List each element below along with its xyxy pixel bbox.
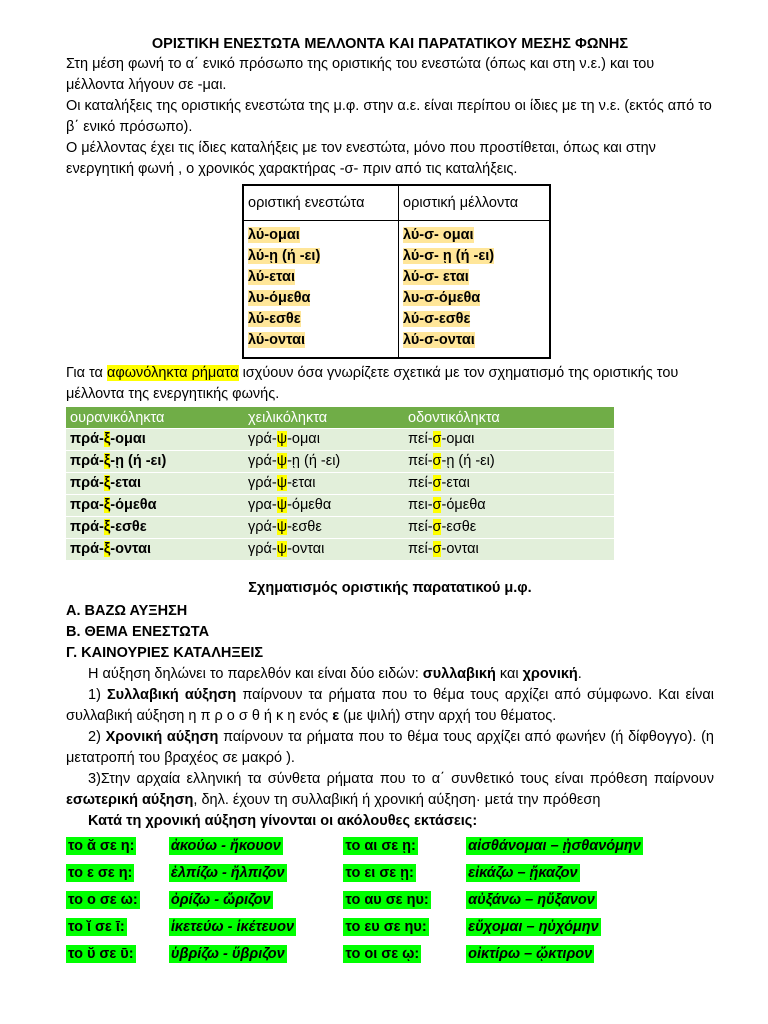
tense-marker: ψ: [276, 431, 288, 447]
present-column: [243, 221, 399, 359]
verb-part: πεί-: [408, 475, 433, 491]
verb-part: -ομαι: [441, 431, 475, 447]
step-a: Α. ΒΑΖΩ ΑΥΞΗΣΗ: [66, 603, 188, 619]
example-text: εὔχομαι – ηὐχόμην: [468, 918, 599, 935]
aphonolikta-paragraph: [66, 363, 714, 405]
tense-marker: σ: [432, 541, 442, 557]
verb-part: -ῃ (ή -ει): [110, 453, 167, 469]
future-form: λύ-σ-εσθε: [403, 311, 471, 327]
imperfect-title: Σχηματισμός οριστικής παρατατικού μ.φ.: [248, 580, 532, 596]
rule-text: το ῐ σε ῑ:: [68, 918, 125, 935]
verb-part: γρά-: [248, 431, 277, 447]
augment-intro-text: Η αύξηση δηλώνει το παρελθόν και είναι δύο ειδών:: [88, 666, 423, 682]
p1-bold: Συλλαβική αύξηση: [106, 687, 237, 703]
verb-part: -όμεθα: [287, 497, 332, 513]
future-form: λύ-σ-ονται: [403, 332, 475, 348]
verb-form-cell: [404, 539, 614, 561]
extension-example: [466, 940, 714, 967]
p1-number: 1): [88, 687, 107, 703]
verb-part: -ομαι: [110, 431, 146, 447]
tense-marker: σ: [432, 453, 442, 469]
verb-part: -εσθε: [110, 519, 147, 535]
verb-part: πεί-: [408, 431, 433, 447]
present-form: λύ-ονται: [248, 332, 306, 348]
page-title: ΟΡΙΣΤΙΚΗ ΕΝΕΣΤΩΤΑ ΜΕΛΛΟΝΤΑ ΚΑΙ ΠΑΡΑΤΑΤΙΚΟΥ ΜΕΣΗΣ ΦΩΝΗΣ: [151, 36, 629, 52]
extension-example: [169, 859, 344, 886]
extension-row: [66, 832, 714, 859]
verb-part: πρα-: [70, 497, 104, 513]
extension-example: [466, 859, 714, 886]
aphonolikta-before: Για τα: [66, 365, 107, 381]
tense-marker: σ: [432, 431, 442, 447]
verb-part: πεί-: [408, 519, 433, 535]
extension-rule: [343, 886, 466, 913]
step-c: Γ. ΚΑΙΝΟΥΡΙΕΣ ΚΑΤΑΛΗΞΕΙΣ: [66, 645, 264, 661]
verb-part: -ομαι: [287, 431, 320, 447]
verb-form-cell: [404, 517, 614, 539]
verb-part: πρά-: [70, 519, 104, 535]
extension-example: [466, 832, 714, 859]
verb-part: πεί-: [408, 453, 433, 469]
p1-text: παίρνουν τα ρήματα που το θέμα τους αρχίζει από σύμφωνο. Και είναι συλλαβική αύξηση η π ρ ο σ θ ή κ η ενός: [66, 687, 714, 724]
example-text: ἐλπίζω - ἤλπιζον: [170, 864, 285, 881]
example-text: ἱκετεύω - ἱκέτευον: [170, 918, 295, 935]
verb-part: -ονται: [110, 541, 152, 557]
future-header: οριστική μέλλοντα: [399, 185, 551, 221]
future-form: λύ-σ- ῃ (ή -ει): [403, 248, 495, 264]
extension-example: [466, 913, 714, 940]
verb-part: γρά-: [248, 475, 277, 491]
verb-part: πεί-: [408, 541, 433, 557]
dental-header: οδοντικόληκτα: [404, 407, 614, 429]
example-text: εἰκάζω – ᾔκαζον: [468, 864, 578, 881]
temporal-paragraph: [66, 727, 714, 769]
table-row: [66, 473, 614, 495]
table-row: [66, 451, 614, 473]
tense-marker: ξ: [103, 431, 111, 447]
present-form: λυ-όμεθα: [248, 290, 311, 306]
verb-part: πρά-: [70, 453, 104, 469]
rule-text: το αυ σε ηυ:: [345, 891, 429, 908]
verb-form-cell: [66, 495, 244, 517]
verb-part: -ονται: [441, 541, 479, 557]
internal-augment-paragraph: [66, 769, 714, 811]
extension-row: [66, 913, 714, 940]
verb-form-cell: [404, 451, 614, 473]
extension-rule: [66, 913, 169, 940]
example-text: ὀρίζω - ὤριζον: [170, 891, 271, 908]
rule-text: το ευ σε ηυ:: [345, 918, 427, 935]
extension-example: [466, 886, 714, 913]
verb-part: πει-: [408, 497, 433, 513]
verb-part: πρά-: [70, 475, 104, 491]
document-page: [66, 34, 714, 967]
syllabic-term: συλλαβική: [422, 666, 496, 682]
verb-form-cell: [66, 473, 244, 495]
verb-form-cell: [244, 495, 404, 517]
tense-marker: σ: [432, 475, 442, 491]
verb-form-cell: [404, 429, 614, 451]
extensions-title: Κατά τη χρονική αύξηση γίνονται οι ακόλουθες εκτάσεις:: [88, 813, 478, 829]
verb-part: -ονται: [287, 541, 325, 557]
tense-marker: ξ: [103, 453, 111, 469]
verb-part: -όμεθα: [110, 497, 157, 513]
tense-marker: σ: [432, 497, 442, 513]
augment-intro-mid: και: [495, 666, 523, 682]
aphonolikta-highlight: αφωνόληκτα ρήματα: [106, 365, 239, 381]
tense-marker: ψ: [276, 497, 288, 513]
tense-marker: ψ: [276, 541, 288, 557]
verb-form-cell: [66, 517, 244, 539]
tense-marker: ξ: [103, 475, 111, 491]
rule-text: το ει σε ῃ:: [345, 864, 414, 881]
extension-rule: [66, 886, 169, 913]
extension-rule: [343, 832, 466, 859]
rule-text: το ε σε η:: [68, 864, 133, 881]
example-text: αἰσθάνομαι – ᾐσθανόμην: [468, 837, 641, 854]
extension-row: [66, 886, 714, 913]
intro-paragraph-1: Στη μέση φωνή το α΄ ενικό πρόσωπο της οριστικής του ενεστώτα (όπως και στη ν.ε.) και του μέλλοντα λήγουν σε -μαι.: [66, 56, 655, 93]
extension-rule: [66, 940, 169, 967]
verb-part: γρά-: [248, 453, 277, 469]
example-text: ὑβρίζω - ὕβριζον: [170, 945, 285, 962]
verb-part: -εται: [287, 475, 316, 491]
verb-form-cell: [244, 451, 404, 473]
rule-text: το ᾰ σε η:: [68, 837, 135, 854]
syllabic-paragraph: [66, 685, 714, 727]
extension-row: [66, 940, 714, 967]
extension-example: [169, 913, 344, 940]
consonant-stem-table: [66, 407, 614, 560]
temporal-term: χρονική: [522, 666, 578, 682]
present-header: οριστική ενεστώτα: [243, 185, 399, 221]
step-b: Β. ΘΕΜΑ ΕΝΕΣΤΩΤΑ: [66, 624, 210, 640]
extension-row: [66, 859, 714, 886]
verb-part: -ῃ (ή -ει): [441, 453, 495, 469]
p1-tail: (με ψιλή) στην αρχή του θέματος.: [339, 708, 557, 724]
p3-bold: εσωτερική αύξηση: [66, 792, 194, 808]
p3-tail: , δηλ. έχουν τη συλλαβική ή χρονική αύξηση· μετά την πρόθεση: [193, 792, 601, 808]
present-form: λύ-εται: [248, 269, 296, 285]
tense-marker: ξ: [103, 519, 111, 535]
extension-rule: [66, 859, 169, 886]
present-form: λύ-ῃ (ή -ει): [248, 248, 321, 264]
verb-form-cell: [66, 539, 244, 561]
tense-marker: ψ: [276, 519, 288, 535]
present-future-table: [242, 184, 551, 359]
extension-example: [169, 832, 344, 859]
velar-header: ουρανικόληκτα: [66, 407, 244, 429]
verb-part: -όμεθα: [441, 497, 486, 513]
table-row: [66, 517, 614, 539]
verb-form-cell: [244, 539, 404, 561]
verb-part: γρα-: [248, 497, 277, 513]
verb-part: -εται: [110, 475, 142, 491]
verb-part: γρά-: [248, 519, 277, 535]
intro-paragraph-3: Ο μέλλοντας έχει τις ίδιες καταλήξεις με τον ενεστώτα, μόνο που προστίθεται, όπως και στην ενεργητική φωνή , ο χρονικός χαρακτήρας -σ- πριν από τις καταλήξεις.: [66, 140, 656, 177]
rule-text: το ο σε ω:: [68, 891, 138, 908]
p3-text: 3)Στην αρχαία ελληνική τα σύνθετα ρήματα που το α΄ συνθετικό τους είναι πρόθεση παίρνουν: [88, 771, 714, 787]
aphonolikta-after: ισχύουν όσα γνωρίζετε σχετικά με τον σχηματισμό της οριστικής του μέλλοντα της ενεργητικής φωνής.: [66, 365, 679, 402]
example-text: αὐξάνω – ηὔξανον: [468, 891, 595, 908]
future-form: λύ-σ- εται: [403, 269, 469, 285]
rule-text: το οι σε ῳ:: [345, 945, 420, 962]
present-form: λύ-εσθε: [248, 311, 301, 327]
verb-part: γρά-: [248, 541, 277, 557]
augment-intro: [66, 664, 714, 685]
example-text: ἀκούω - ἤκουον: [170, 837, 281, 854]
verb-part: -εσθε: [441, 519, 477, 535]
table-row: [66, 495, 614, 517]
extension-rule: [343, 940, 466, 967]
p2-bold: Χρονική αύξηση: [105, 729, 219, 745]
p1-epsilon: ε: [332, 708, 340, 724]
tense-marker: ξ: [103, 497, 111, 513]
future-column: [399, 221, 551, 359]
verb-part: -εται: [441, 475, 470, 491]
tense-marker: ψ: [276, 475, 288, 491]
verb-part: πρά-: [70, 431, 104, 447]
tense-marker: σ: [432, 519, 442, 535]
extension-example: [169, 940, 344, 967]
tense-marker: ξ: [103, 541, 111, 557]
p2-number: 2): [88, 729, 106, 745]
verb-form-cell: [244, 517, 404, 539]
verb-part: πρά-: [70, 541, 104, 557]
extension-example: [169, 886, 344, 913]
verb-form-cell: [244, 429, 404, 451]
present-form: λύ-ομαι: [248, 227, 300, 243]
verb-form-cell: [66, 429, 244, 451]
verb-part: -ῃ (ή -ει): [287, 453, 341, 469]
future-form: λυ-σ-όμεθα: [403, 290, 481, 306]
table-row: [66, 429, 614, 451]
extension-rule: [343, 913, 466, 940]
extension-rule: [66, 832, 169, 859]
verb-form-cell: [404, 495, 614, 517]
verb-form-cell: [66, 451, 244, 473]
verb-form-cell: [244, 473, 404, 495]
extensions-table: [66, 832, 714, 967]
verb-form-cell: [404, 473, 614, 495]
future-form: λύ-σ- ομαι: [403, 227, 474, 243]
augment-intro-end: .: [577, 666, 582, 682]
labial-header: χειλικόληκτα: [244, 407, 404, 429]
extension-rule: [343, 859, 466, 886]
rule-text: το αι σε ῃ:: [345, 837, 416, 854]
p2-text: παίρνουν τα ρήματα που το θέμα τους αρχίζει από φωνήεν (ή δίφθογγο). (η μετατροπή του βραχέος σε μακρό ).: [66, 729, 714, 766]
verb-part: -εσθε: [287, 519, 322, 535]
tense-marker: ψ: [276, 453, 288, 469]
rule-text: το ῠ σε ῡ:: [68, 945, 134, 962]
table-row: [66, 539, 614, 561]
example-text: οἰκτίρω – ᾤκτιρον: [468, 945, 593, 962]
intro-paragraph-2: Οι καταλήξεις της οριστικής ενεστώτα της μ.φ. στην α.ε. είναι περίπου οι ίδιες με τη ν.ε. (εκτός από το β΄ ενικό πρόσωπο).: [66, 98, 712, 135]
